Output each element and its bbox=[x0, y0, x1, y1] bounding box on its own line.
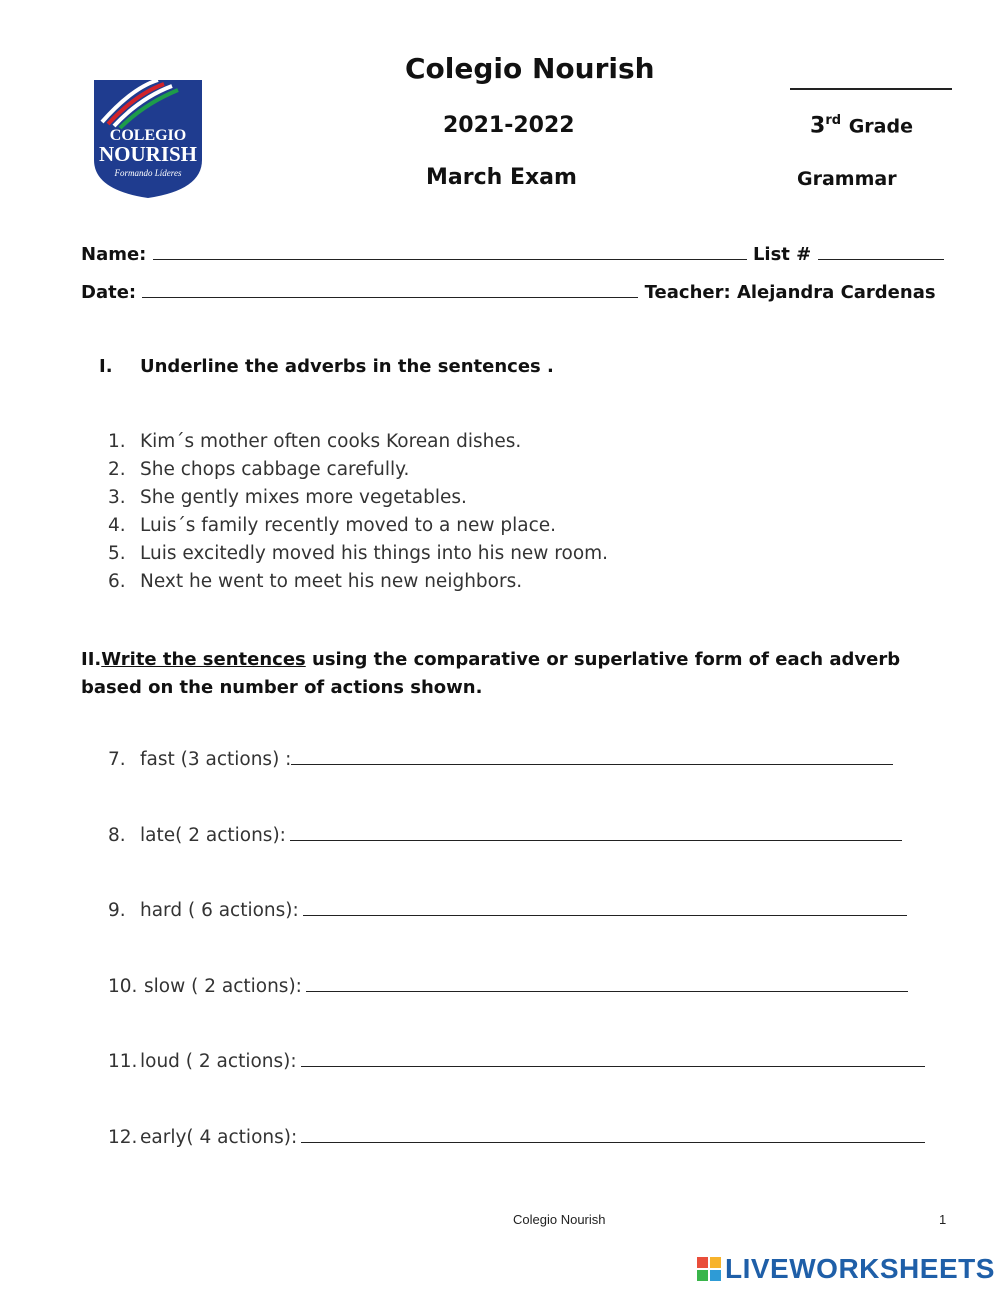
footer-school: Colegio Nourish bbox=[513, 1212, 606, 1227]
school-logo bbox=[92, 78, 204, 200]
school-title: Colegio Nourish bbox=[405, 52, 655, 85]
date-label: Date: bbox=[81, 282, 137, 303]
school-year: 2021-2022 bbox=[443, 113, 575, 138]
grade-word: Grade bbox=[848, 115, 913, 138]
item-number: 7. bbox=[108, 749, 126, 770]
answer-row bbox=[108, 825, 902, 846]
list-label: List # bbox=[752, 244, 812, 265]
item-text: Next he went to meet his new neighbors. bbox=[140, 571, 523, 592]
list-item bbox=[108, 428, 608, 456]
answer-line[interactable] bbox=[301, 1052, 925, 1067]
answer-row bbox=[108, 749, 893, 770]
liveworksheets-text: LIVEWORKSHEETS bbox=[725, 1253, 995, 1284]
name-label: Name: bbox=[81, 244, 147, 265]
list-item bbox=[108, 484, 608, 512]
header-blank-line bbox=[790, 88, 952, 90]
item-number: 6. bbox=[108, 571, 126, 592]
answer-line[interactable] bbox=[303, 901, 907, 916]
answer-row bbox=[108, 1051, 925, 1072]
section2-numeral: II. bbox=[81, 649, 102, 670]
item-text: Kim´s mother often cooks Korean dishes. bbox=[140, 431, 522, 452]
subject: Grammar bbox=[797, 168, 897, 190]
section2-heading bbox=[81, 646, 951, 702]
teacher-label: Teacher: Alejandra Cardenas bbox=[644, 282, 936, 303]
logo-tagline: Formando Líderes bbox=[114, 168, 182, 178]
answer-line[interactable] bbox=[306, 977, 908, 992]
answer-line[interactable] bbox=[301, 1128, 925, 1143]
item-number: 11. bbox=[108, 1051, 138, 1072]
item-prompt: fast (3 actions) : bbox=[140, 749, 292, 770]
item-number: 2. bbox=[108, 459, 126, 480]
liveworksheets-icon bbox=[697, 1257, 721, 1281]
grade-label bbox=[810, 113, 913, 138]
answer-row bbox=[108, 976, 908, 997]
page-number: 1 bbox=[939, 1212, 947, 1227]
item-prompt: slow ( 2 actions): bbox=[144, 976, 302, 997]
section1-numeral: I. bbox=[99, 356, 113, 377]
item-prompt: early( 4 actions): bbox=[140, 1127, 298, 1148]
answer-line[interactable] bbox=[291, 750, 893, 765]
item-number: 10. bbox=[108, 976, 138, 997]
answer-row bbox=[108, 1127, 925, 1148]
item-text: Luis´s family recently moved to a new place. bbox=[140, 515, 557, 536]
section2-underlined: Write the sentences bbox=[101, 649, 306, 670]
item-prompt: loud ( 2 actions): bbox=[140, 1051, 297, 1072]
item-text: She chops cabbage carefully. bbox=[140, 459, 410, 480]
list-item bbox=[108, 512, 608, 540]
name-row bbox=[81, 244, 944, 265]
logo-line1: COLEGIO bbox=[109, 127, 187, 144]
item-text: Luis excitedly moved his things into his new room. bbox=[140, 543, 609, 564]
item-number: 3. bbox=[108, 487, 126, 508]
item-number: 8. bbox=[108, 825, 126, 846]
name-field[interactable] bbox=[153, 245, 747, 260]
section1-instruction: Underline the adverbs in the sentences . bbox=[140, 356, 554, 377]
item-number: 1. bbox=[108, 431, 126, 452]
item-prompt: late( 2 actions): bbox=[140, 825, 286, 846]
section1-list bbox=[108, 428, 608, 596]
answer-row bbox=[108, 900, 907, 921]
item-number: 4. bbox=[108, 515, 126, 536]
list-item bbox=[108, 540, 608, 568]
item-text: She gently mixes more vegetables. bbox=[140, 487, 467, 508]
grade-number: 3 bbox=[810, 113, 826, 139]
exam-name: March Exam bbox=[426, 165, 577, 190]
liveworksheets-brand bbox=[697, 1252, 995, 1286]
item-prompt: hard ( 6 actions): bbox=[140, 900, 299, 921]
list-item bbox=[108, 456, 608, 484]
item-number: 12. bbox=[108, 1127, 138, 1148]
date-row bbox=[81, 282, 936, 303]
answer-line[interactable] bbox=[290, 826, 902, 841]
item-number: 9. bbox=[108, 900, 126, 921]
logo-line2: NOURISH bbox=[98, 142, 198, 166]
item-number: 5. bbox=[108, 543, 126, 564]
section2-instruction: using the comparative or superlative form of each adverb based on the number of actions shown. bbox=[81, 649, 901, 698]
date-field[interactable] bbox=[142, 283, 638, 298]
list-number-field[interactable] bbox=[818, 245, 944, 260]
list-item bbox=[108, 568, 608, 596]
grade-suffix: rd bbox=[825, 113, 842, 128]
section1-heading bbox=[99, 356, 554, 377]
